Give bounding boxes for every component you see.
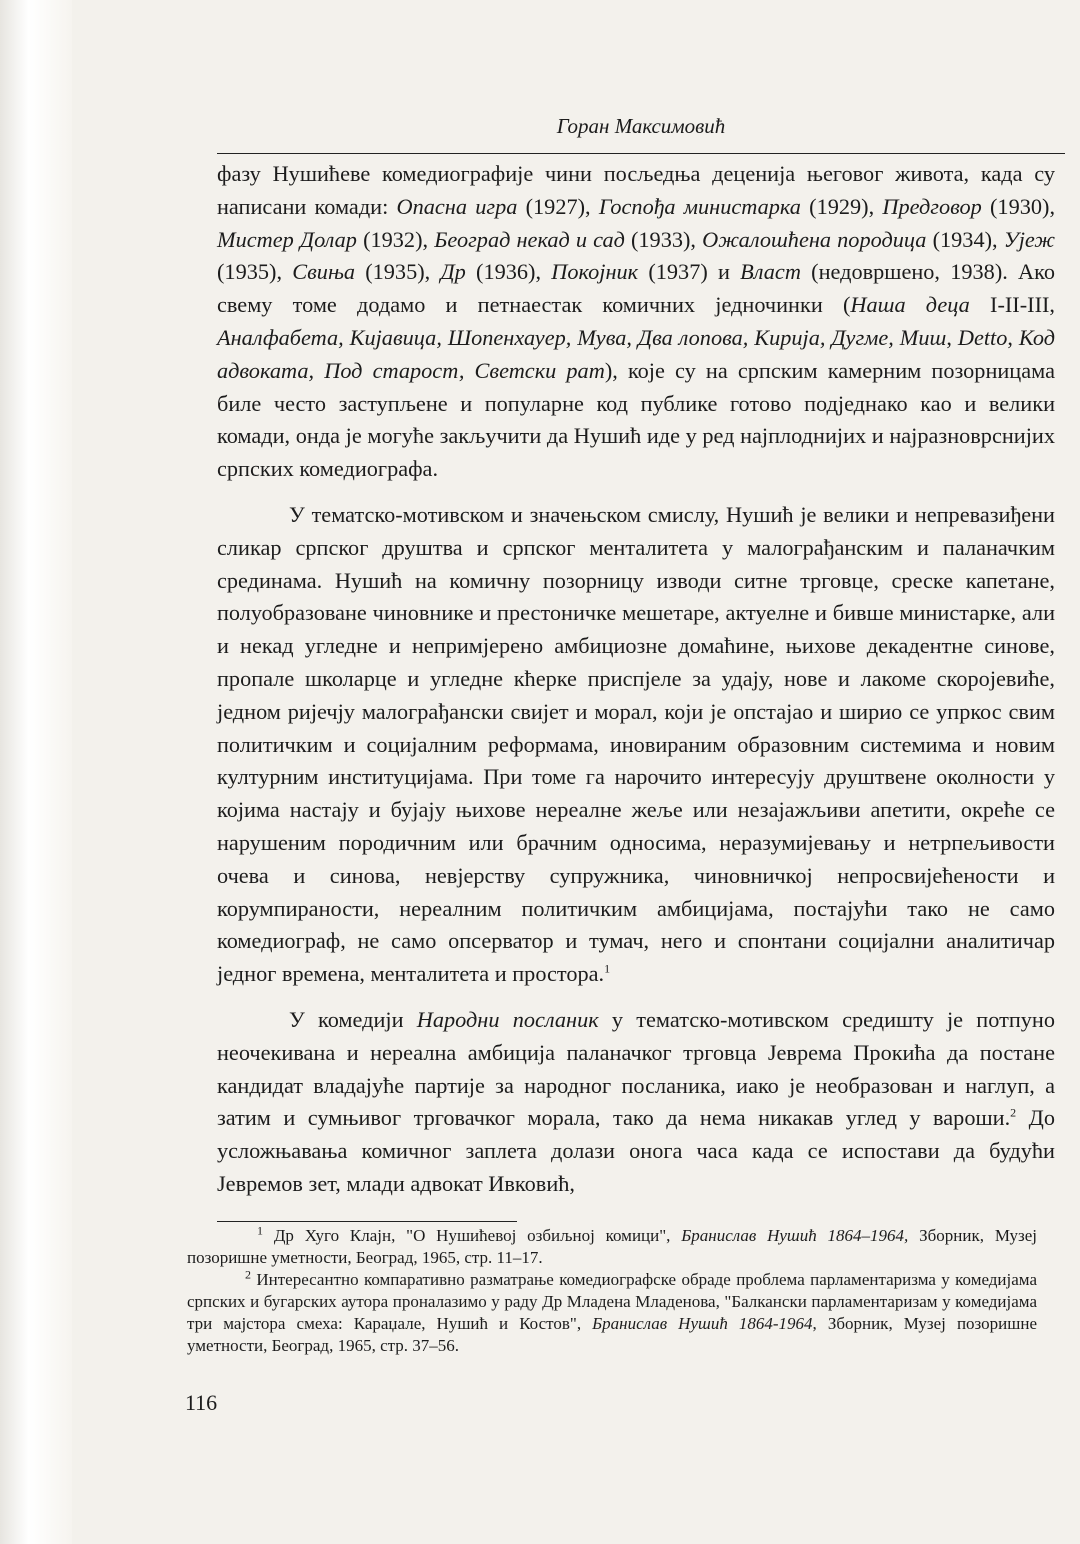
footnote-rule bbox=[217, 1221, 517, 1222]
paragraph-1: фазу Нушићеве комедиографије чини посљедња деценија његовог живота, када су написани комади: Опасна игра (1927), Госпођа министарка (1929), Предговор (1930), Мистер Долар (1932), Београд некад и сад (1933), Ожалошћена породица (1934), Ујеж (1935), Свиња (1935), Др (1936), Покојник (1937) и Власт (недовршено, 1938). Ако свему томе додамо и петнаестак комичних једночинки (Наша деца I-II-III, Аналфабета, Кијавица, Шопенхауер, Мува, Два лопова, Кирија, Дугме, Миш, Detto, Код адвоката, Под старост, Светски рат), које су на српским камерним позорницама биле често заступљене и популарне код публике готово подједнако као и велики комади, онда је могуће закључити да Нушић иде у ред најплоднијих и најразноврснијих српских комедиографа. bbox=[217, 161, 1056, 482]
footnote-1: $^1$ Др Хуго Клајн, "О Нушићевој озбиљној комици", Бранислав Нушић 1864–1964, Зборник, Музеј позоришне уметности, Београд, 1965, стр. 11–17. bbox=[187, 1223, 1037, 1267]
header-rule bbox=[217, 153, 1065, 154]
book-spine-shadow bbox=[0, 0, 72, 1544]
footnote-2: $^2$ Интересантно компаративно разматрање комедиографске обраде проблема парламентаризма у комедијама српских и бугарских аутора проналазимо у раду Др Младена Младенова, "Балкански парламентаризам у комедијама три мајстора смеха: Караџале, Нушић и Костов", Бранислав Нушић 1864-1964, Зборник, Музеј позоришне уметности, Београд, 1965, стр. 37–56. bbox=[187, 1267, 1037, 1355]
book-page bbox=[185, 100, 1065, 1430]
paragraph-2: У тематско-мотивском и значењском смислу, Нушић је велики и непревазиђени сликар српског друштва и српског менталитета у малограђанским и паланачким срединама. Нушић на комичну позорницу изводи ситне трговце, среске капетане, полуобразоване чиновнике и престоничке мешетаре, актуелне и бивше министарке, али и некад угледне и непримјерено амбициозне домаћине, њихове декадентне синове, пропале школарце и угледне кћерке приспјеле за удају, нове и лакоме скоројевиће, једном ријечју малограђански свијет и морал, који је опстајао и ширио се упркос свим политичким и социјалним реформама, иновираним образовним системима и новим културним институцијама. При томе га нарочито интересују друштвене околности у којима настају и бујају њихове нереалне жеље или незајажљиви апетити, окреће се нарушеним породичним или брачним односима, неразумијевању и нетрпељивости очева и синова, невјерству супружника, чиновничкој непросвијећености и корумпираности, нереалним политичким амбицијама, постајући тако не само комедиограф, не само опсерватор и тумач, него и спонтани социјални аналитичар једног времена, менталитета и простора.$^1$ bbox=[217, 501, 1055, 987]
body-text bbox=[217, 158, 1055, 1201]
page-number: 116 bbox=[185, 1390, 218, 1415]
footnotes bbox=[187, 1225, 1037, 1357]
paragraph-3: У комедији Народни посланик у тематско-мотивском средишту је потпуно неочекивана и нереална амбиција паланачког трговца Јеврема Прокића да постане кандидат владајуће партије за народног посланика, иако је необразован и наглуп, а затим и сумњивог трговачког морала, тако да нема никакав углед у вароши.$^2$ До усложњавања комичног заплета долази онога часа када се испостави да будући Јевремов зет, млади адвокат Ивковић, bbox=[217, 1006, 1055, 1196]
footnote-ref-2[interactable]: 2 bbox=[1010, 1105, 1017, 1120]
running-header-author: Горан Максимовић bbox=[556, 114, 726, 138]
footnote-ref-1[interactable]: 1 bbox=[604, 961, 611, 976]
